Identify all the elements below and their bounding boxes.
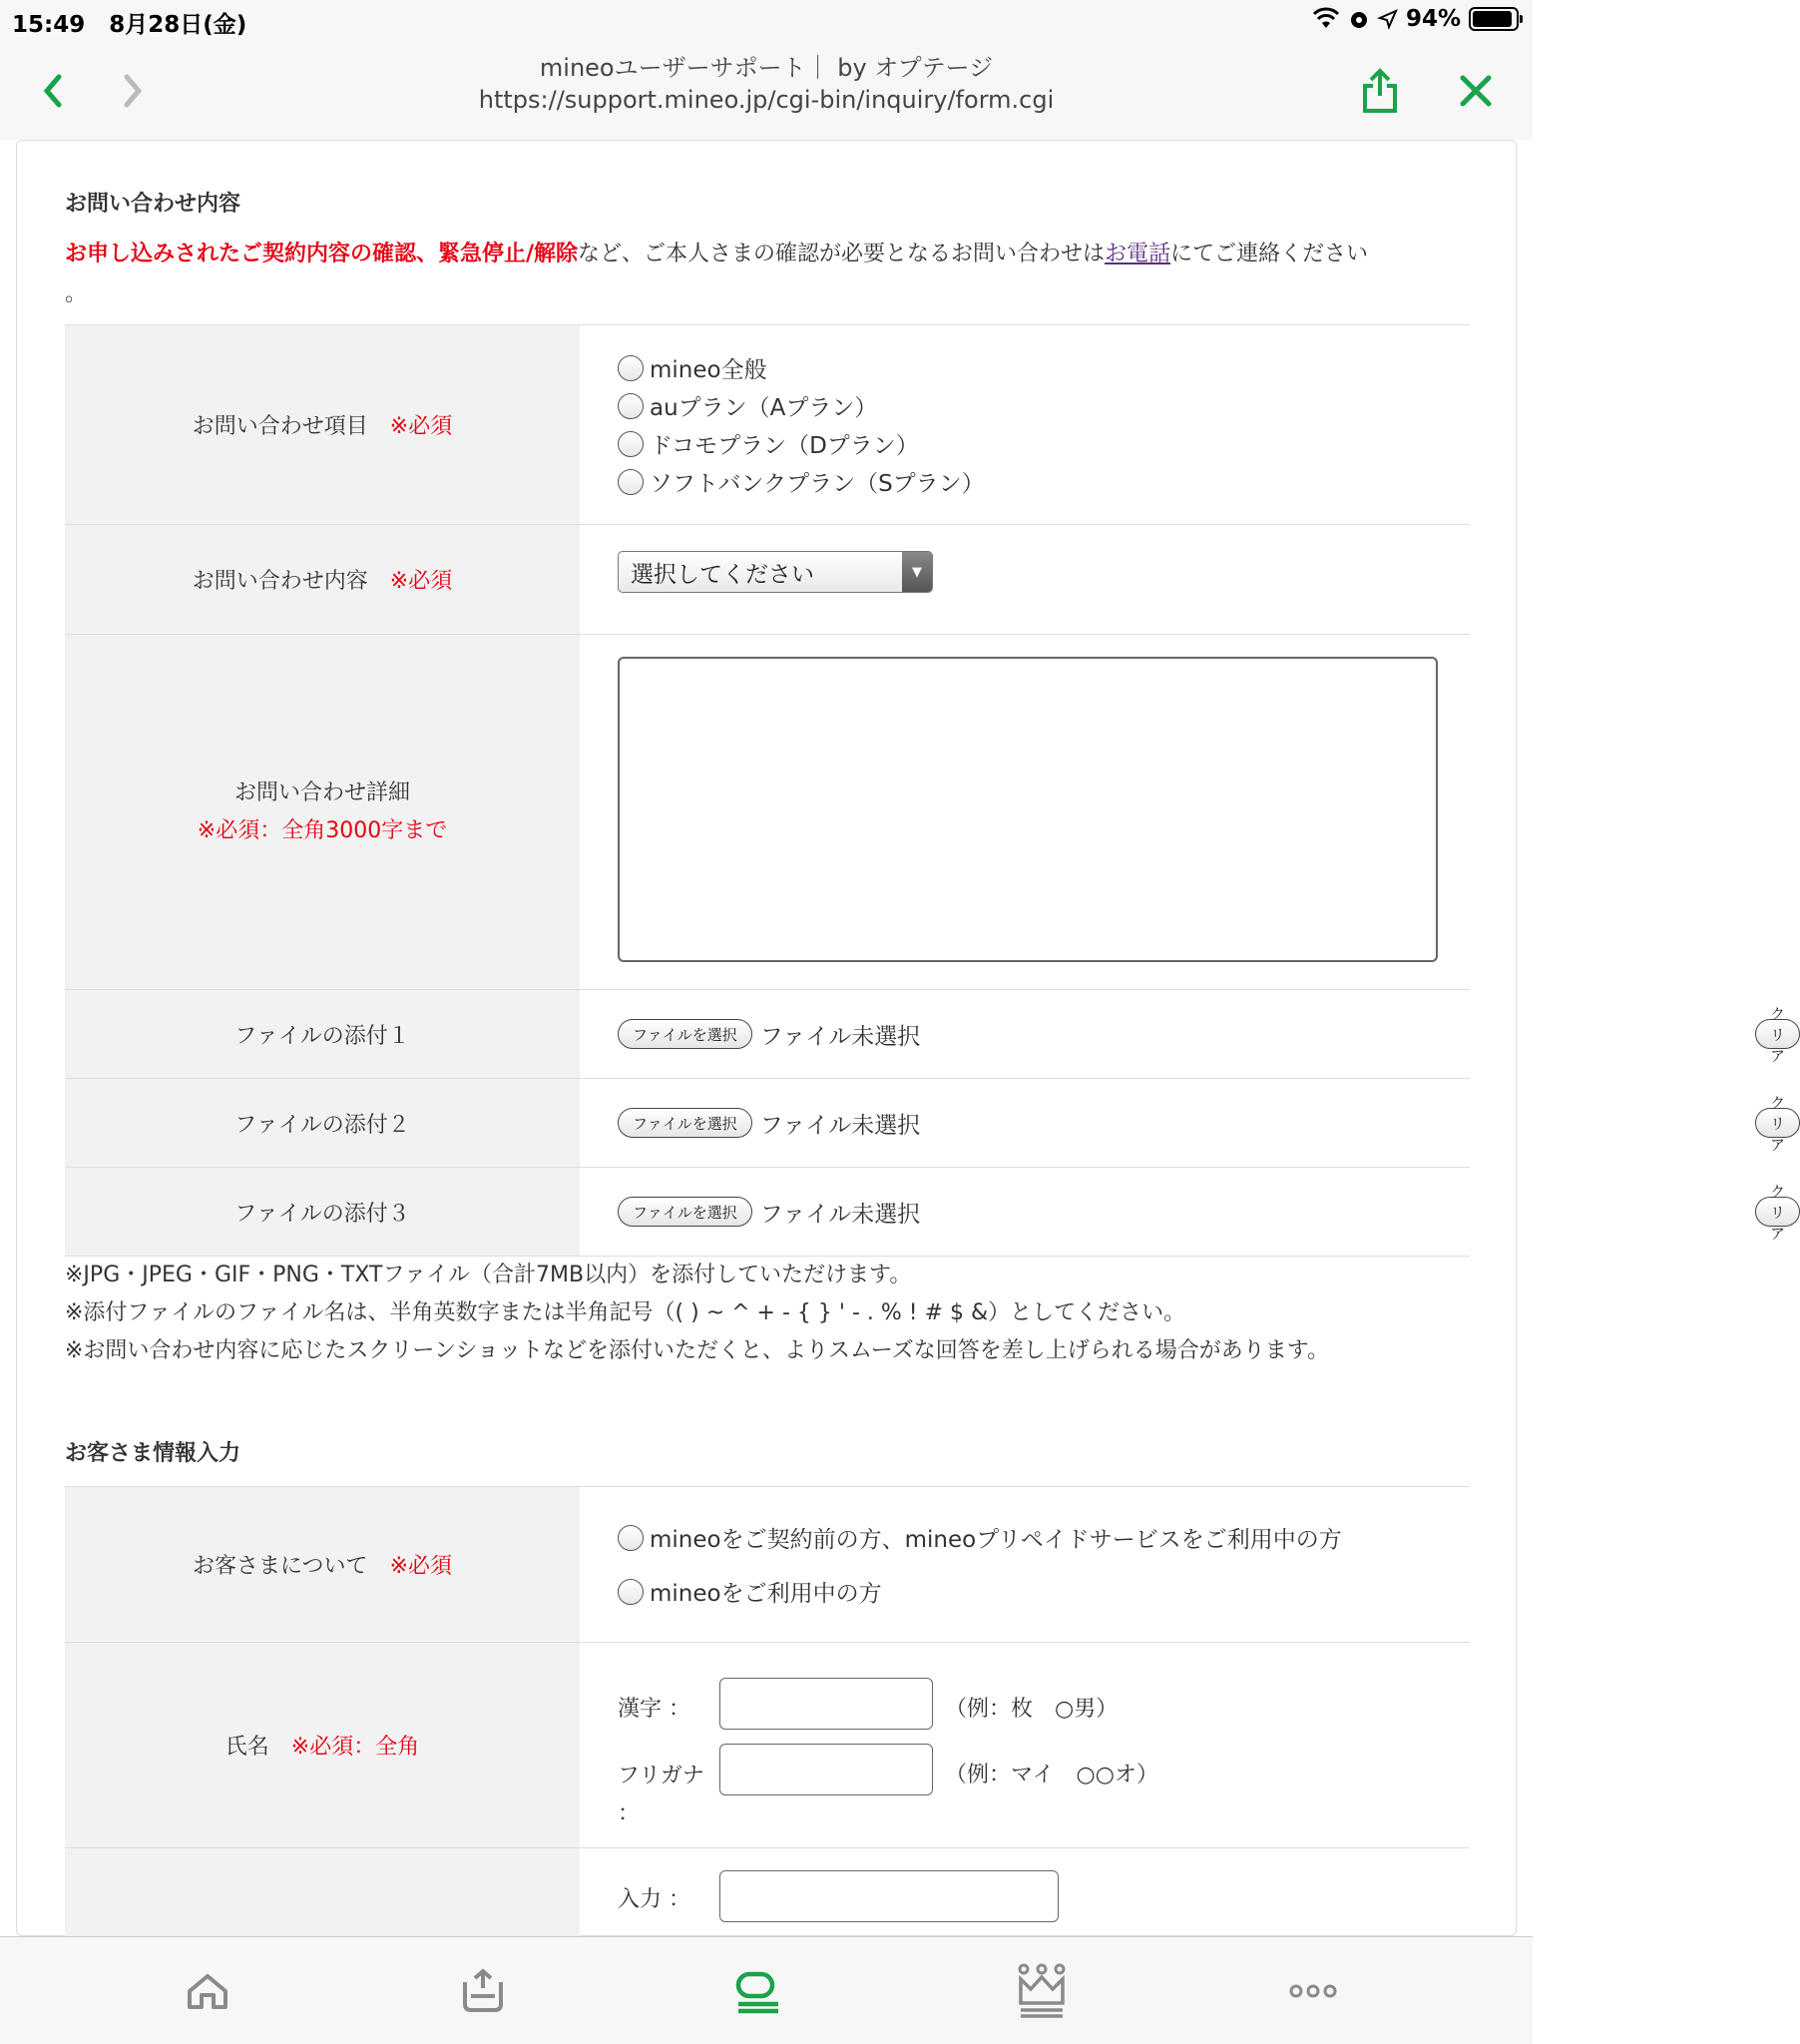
- notice-tail-text: 。: [65, 281, 88, 306]
- label-customer-about: お客さまについて ※必須: [65, 1487, 580, 1643]
- page-title: [0, 52, 1533, 116]
- support-icon: [733, 1968, 783, 2014]
- crown-icon: [1016, 1963, 1068, 2019]
- inquiry-section-title: お問い合わせ内容: [65, 192, 241, 217]
- value-inquiry-detail: [580, 635, 1470, 990]
- radio-icon[interactable]: [618, 1525, 644, 1551]
- choose-file-button[interactable]: ファイルを選択: [618, 1019, 752, 1049]
- row-file-3: [65, 1168, 1470, 1257]
- upload-icon: [460, 1968, 506, 2014]
- value-customer-name: [580, 1643, 1470, 1848]
- status-time: 15:49 8月28日(金): [12, 12, 247, 38]
- radio-icon[interactable]: [618, 1579, 644, 1605]
- label-inquiry-item: お問い合わせ項目 ※必須: [65, 325, 580, 525]
- row-customer-about: [65, 1487, 1470, 1643]
- value-customer-about: [580, 1487, 1470, 1643]
- tab-upload[interactable]: [455, 1963, 511, 2019]
- label-file-1: ファイルの添付１: [65, 990, 580, 1079]
- customer-section-title: お客さま情報入力: [65, 1441, 241, 1466]
- next-label: 入力 ：: [618, 1887, 690, 1912]
- furigana-name-input[interactable]: [719, 1744, 933, 1795]
- page-url: https://support.mineo.jp/cgi-bin/inquiry/form.cgi: [478, 86, 1055, 114]
- note-line: ※お問い合わせ内容に応じたスクリーンショットなどを添付いただくと、よりスムーズな回答を差し上げられる場合があります。: [65, 1338, 1330, 1363]
- note-line: ※添付ファイルのファイル名は、半角英数字または半角記号（( ) ~ ^ + - { } ' - . % ! # $ &）としてください。: [65, 1300, 1186, 1325]
- notice-end-text: にてご連絡ください: [1170, 242, 1369, 266]
- value-inquiry-content: [580, 525, 1470, 635]
- furigana-example: （例：マイ ○○オ）: [945, 1762, 1158, 1788]
- clear-button[interactable]: クリア: [1755, 1197, 1800, 1227]
- inquiry-content-select[interactable]: 選択してください ▼: [618, 551, 933, 593]
- row-inquiry-detail: [65, 635, 1470, 990]
- page-title-text: mineoユーザーサポート｜ by オプテージ: [539, 54, 994, 82]
- radio-icon[interactable]: [618, 393, 644, 419]
- radio-option[interactable]: ドコモプラン（Dプラン）: [618, 425, 1470, 463]
- browser-navbar: [0, 40, 1533, 140]
- note-line: ※JPG・JPEG・GIF・PNG・TXTファイル（合計7MB以内）を添付していただけます。: [65, 1263, 912, 1287]
- label-file-2: ファイルの添付２: [65, 1079, 580, 1168]
- notice-mid-text: など、ご本人さまの確認が必要となるお問い合わせは: [578, 242, 1106, 266]
- battery-percent: 94%: [1405, 6, 1461, 32]
- kanji-line: [618, 1678, 1470, 1744]
- form-card: [16, 140, 1786, 1936]
- file-status: ファイル未選択: [759, 1023, 921, 1050]
- alarm-icon: [1348, 8, 1370, 30]
- bottom-tab-bar: [0, 1936, 1533, 2044]
- kanji-label: 漢字 ：: [618, 1696, 690, 1722]
- radio-option[interactable]: mineo全般: [618, 349, 1470, 387]
- radio-option[interactable]: ソフトバンクプラン（Sプラン）: [618, 463, 1470, 501]
- row-inquiry-content: [65, 525, 1470, 635]
- radio-icon[interactable]: [618, 355, 644, 381]
- furigana-label: フリガナ ：: [618, 1763, 704, 1826]
- dropdown-arrow-icon: ▼: [902, 552, 932, 592]
- wifi-icon: [1312, 8, 1340, 30]
- battery-icon: [1469, 7, 1519, 31]
- file-status: ファイル未選択: [759, 1112, 921, 1139]
- close-button[interactable]: [1451, 66, 1501, 116]
- more-icon: [1288, 1983, 1338, 1999]
- value-file-2: [580, 1079, 1786, 1168]
- row-inquiry-item: [65, 325, 1470, 525]
- kanji-name-input[interactable]: [719, 1678, 933, 1730]
- furigana-line: [618, 1744, 1470, 1826]
- location-icon: [1378, 9, 1398, 29]
- radio-icon[interactable]: [618, 431, 644, 457]
- notice-red-text: お申し込みされたご契約内容の確認、緊急停止/解除: [65, 242, 579, 266]
- inquiry-table: [65, 324, 1786, 1257]
- share-button[interactable]: [1355, 66, 1405, 116]
- label-inquiry-content: お問い合わせ内容 ※必須: [65, 525, 580, 635]
- label-file-3: ファイルの添付３: [65, 1168, 580, 1257]
- radio-option[interactable]: auプラン（Aプラン）: [618, 387, 1470, 425]
- radio-option[interactable]: mineoをご利用中の方: [618, 1565, 1470, 1619]
- choose-file-button[interactable]: ファイルを選択: [618, 1197, 752, 1227]
- row-file-1: [65, 990, 1470, 1079]
- status-bar: [0, 0, 1533, 40]
- inquiry-detail-textarea[interactable]: [618, 657, 1438, 962]
- tab-more[interactable]: [1285, 1963, 1341, 2019]
- close-icon: [1459, 74, 1493, 108]
- label-inquiry-detail: お問い合わせ詳細 ※必須：全角3000字まで: [65, 635, 580, 990]
- radio-icon[interactable]: [618, 469, 644, 495]
- clear-button[interactable]: クリア: [1755, 1108, 1800, 1138]
- status-right: [1312, 6, 1519, 32]
- value-file-3: [580, 1168, 1786, 1257]
- file-status: ファイル未選択: [759, 1201, 921, 1228]
- detail-required: ※必須：全角3000字まで: [197, 817, 448, 843]
- tab-home[interactable]: [180, 1963, 235, 2019]
- next-line: [618, 1870, 1470, 1922]
- phone-notice: [65, 235, 1470, 314]
- row-customer-name: [65, 1643, 1470, 1848]
- label-customer-name: 氏名 ※必須：全角: [65, 1643, 580, 1848]
- value-file-1: [580, 990, 1786, 1079]
- clear-button[interactable]: クリア: [1755, 1019, 1800, 1049]
- required-mark: ※必須：全角: [290, 1735, 420, 1760]
- attachment-notes: [65, 1257, 1470, 1370]
- choose-file-button[interactable]: ファイルを選択: [618, 1108, 752, 1138]
- required-mark: ※必須: [389, 569, 453, 594]
- kanji-example: （例：枚 ○男）: [945, 1696, 1119, 1722]
- row-file-2: [65, 1079, 1470, 1168]
- required-mark: ※必須: [389, 414, 453, 439]
- value-inquiry-item: [580, 325, 1470, 525]
- next-input[interactable]: [719, 1870, 1059, 1922]
- customer-table: [65, 1486, 1470, 1968]
- tab-ranking[interactable]: [1014, 1963, 1070, 2019]
- radio-option[interactable]: mineoをご契約前の方、mineoプリペイドサービスをご利用中の方: [618, 1511, 1470, 1565]
- home-icon: [185, 1971, 230, 2011]
- share-icon: [1362, 68, 1398, 114]
- phone-link[interactable]: お電話: [1105, 242, 1171, 266]
- tab-support[interactable]: [730, 1963, 786, 2019]
- required-mark: ※必須: [389, 1554, 452, 1579]
